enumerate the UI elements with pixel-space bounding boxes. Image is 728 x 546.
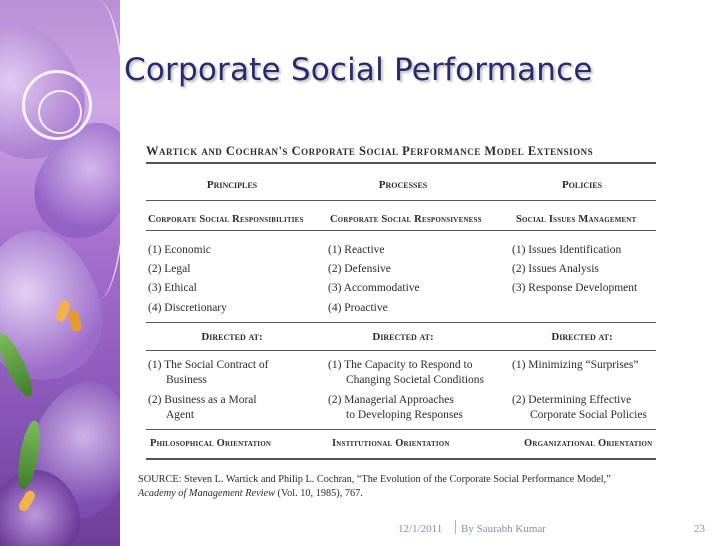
policy-item: (3) Response Development: [512, 282, 638, 294]
directed-label-principles: Directed at:: [201, 331, 263, 343]
process-item: (3) Accommodative: [328, 282, 420, 294]
directed-item: Business: [166, 374, 207, 386]
slide-title: Corporate Social Performance: [124, 52, 593, 88]
directed-item: (2) Managerial Approaches: [328, 394, 454, 406]
principle-item: (3) Ethical: [148, 282, 197, 294]
policy-item: (1) Issues Identification: [512, 244, 622, 256]
principle-item: (4) Discretionary: [148, 302, 227, 314]
subheader-responsiveness: Corporate Social Responsiveness: [330, 214, 482, 225]
source-line: SOURCE: Steven L. Wartick and Philip L. Cochran, “The Evolution of the Corporate Social Performance Model,”: [138, 474, 611, 485]
floral-background: [0, 0, 120, 546]
divider: [146, 350, 656, 351]
principle-item: (2) Legal: [148, 263, 191, 275]
footer-page-number: 23: [694, 523, 705, 535]
source-volume: (Vol. 10, 1985), 767.: [274, 488, 363, 499]
header-principles: Principles: [206, 179, 258, 191]
orientation-institutional: Institutional Orientation: [332, 438, 450, 449]
process-item: (2) Defensive: [328, 263, 391, 275]
directed-label-processes: Directed at:: [372, 331, 434, 343]
policy-item: (2) Issues Analysis: [512, 263, 599, 275]
header-policies: Policies: [561, 179, 603, 191]
divider: [146, 322, 656, 323]
directed-item: (2) Business as a Moral: [148, 394, 257, 406]
directed-item: Agent: [166, 409, 195, 421]
directed-item: to Developing Responses: [346, 409, 463, 421]
directed-item: (1) Minimizing “Surprises”: [512, 359, 639, 371]
divider: [146, 230, 656, 231]
divider: [146, 200, 656, 201]
subheader-issues-management: Social Issues Management: [516, 214, 637, 225]
divider: [146, 458, 656, 460]
directed-label-policies: Directed at:: [551, 331, 613, 343]
orientation-organizational: Organizational Orientation: [524, 438, 653, 449]
orientation-philosophical: Philosophical Orientation: [150, 438, 272, 449]
source-journal: Academy of Management Review: [138, 488, 275, 499]
footer-author: By Saurabh Kumar: [461, 523, 546, 535]
principle-item: (1) Economic: [148, 244, 211, 256]
directed-item: (2) Determining Effective: [512, 394, 632, 406]
subheader-responsibilities: Corporate Social Responsibilities: [148, 214, 304, 225]
process-item: (1) Reactive: [328, 244, 385, 256]
directed-item: (1) The Social Contract of: [148, 359, 269, 371]
footer-date: 12/1/2011: [398, 523, 443, 535]
directed-item: Corporate Social Policies: [530, 409, 647, 421]
process-item: (4) Proactive: [328, 302, 388, 314]
source-citation: [138, 473, 611, 501]
directed-item: Changing Societal Conditions: [346, 374, 484, 386]
divider: [146, 429, 656, 430]
model-figure: [132, 140, 664, 502]
decorative-arc: [68, 0, 120, 300]
figure-title: Wartick and Cochran's Corporate Social Performance Model Extensions: [146, 144, 594, 158]
footer-separator: [455, 520, 456, 534]
header-processes: Processes: [378, 179, 428, 191]
directed-item: (1) The Capacity to Respond to: [328, 359, 473, 371]
divider: [146, 162, 656, 164]
